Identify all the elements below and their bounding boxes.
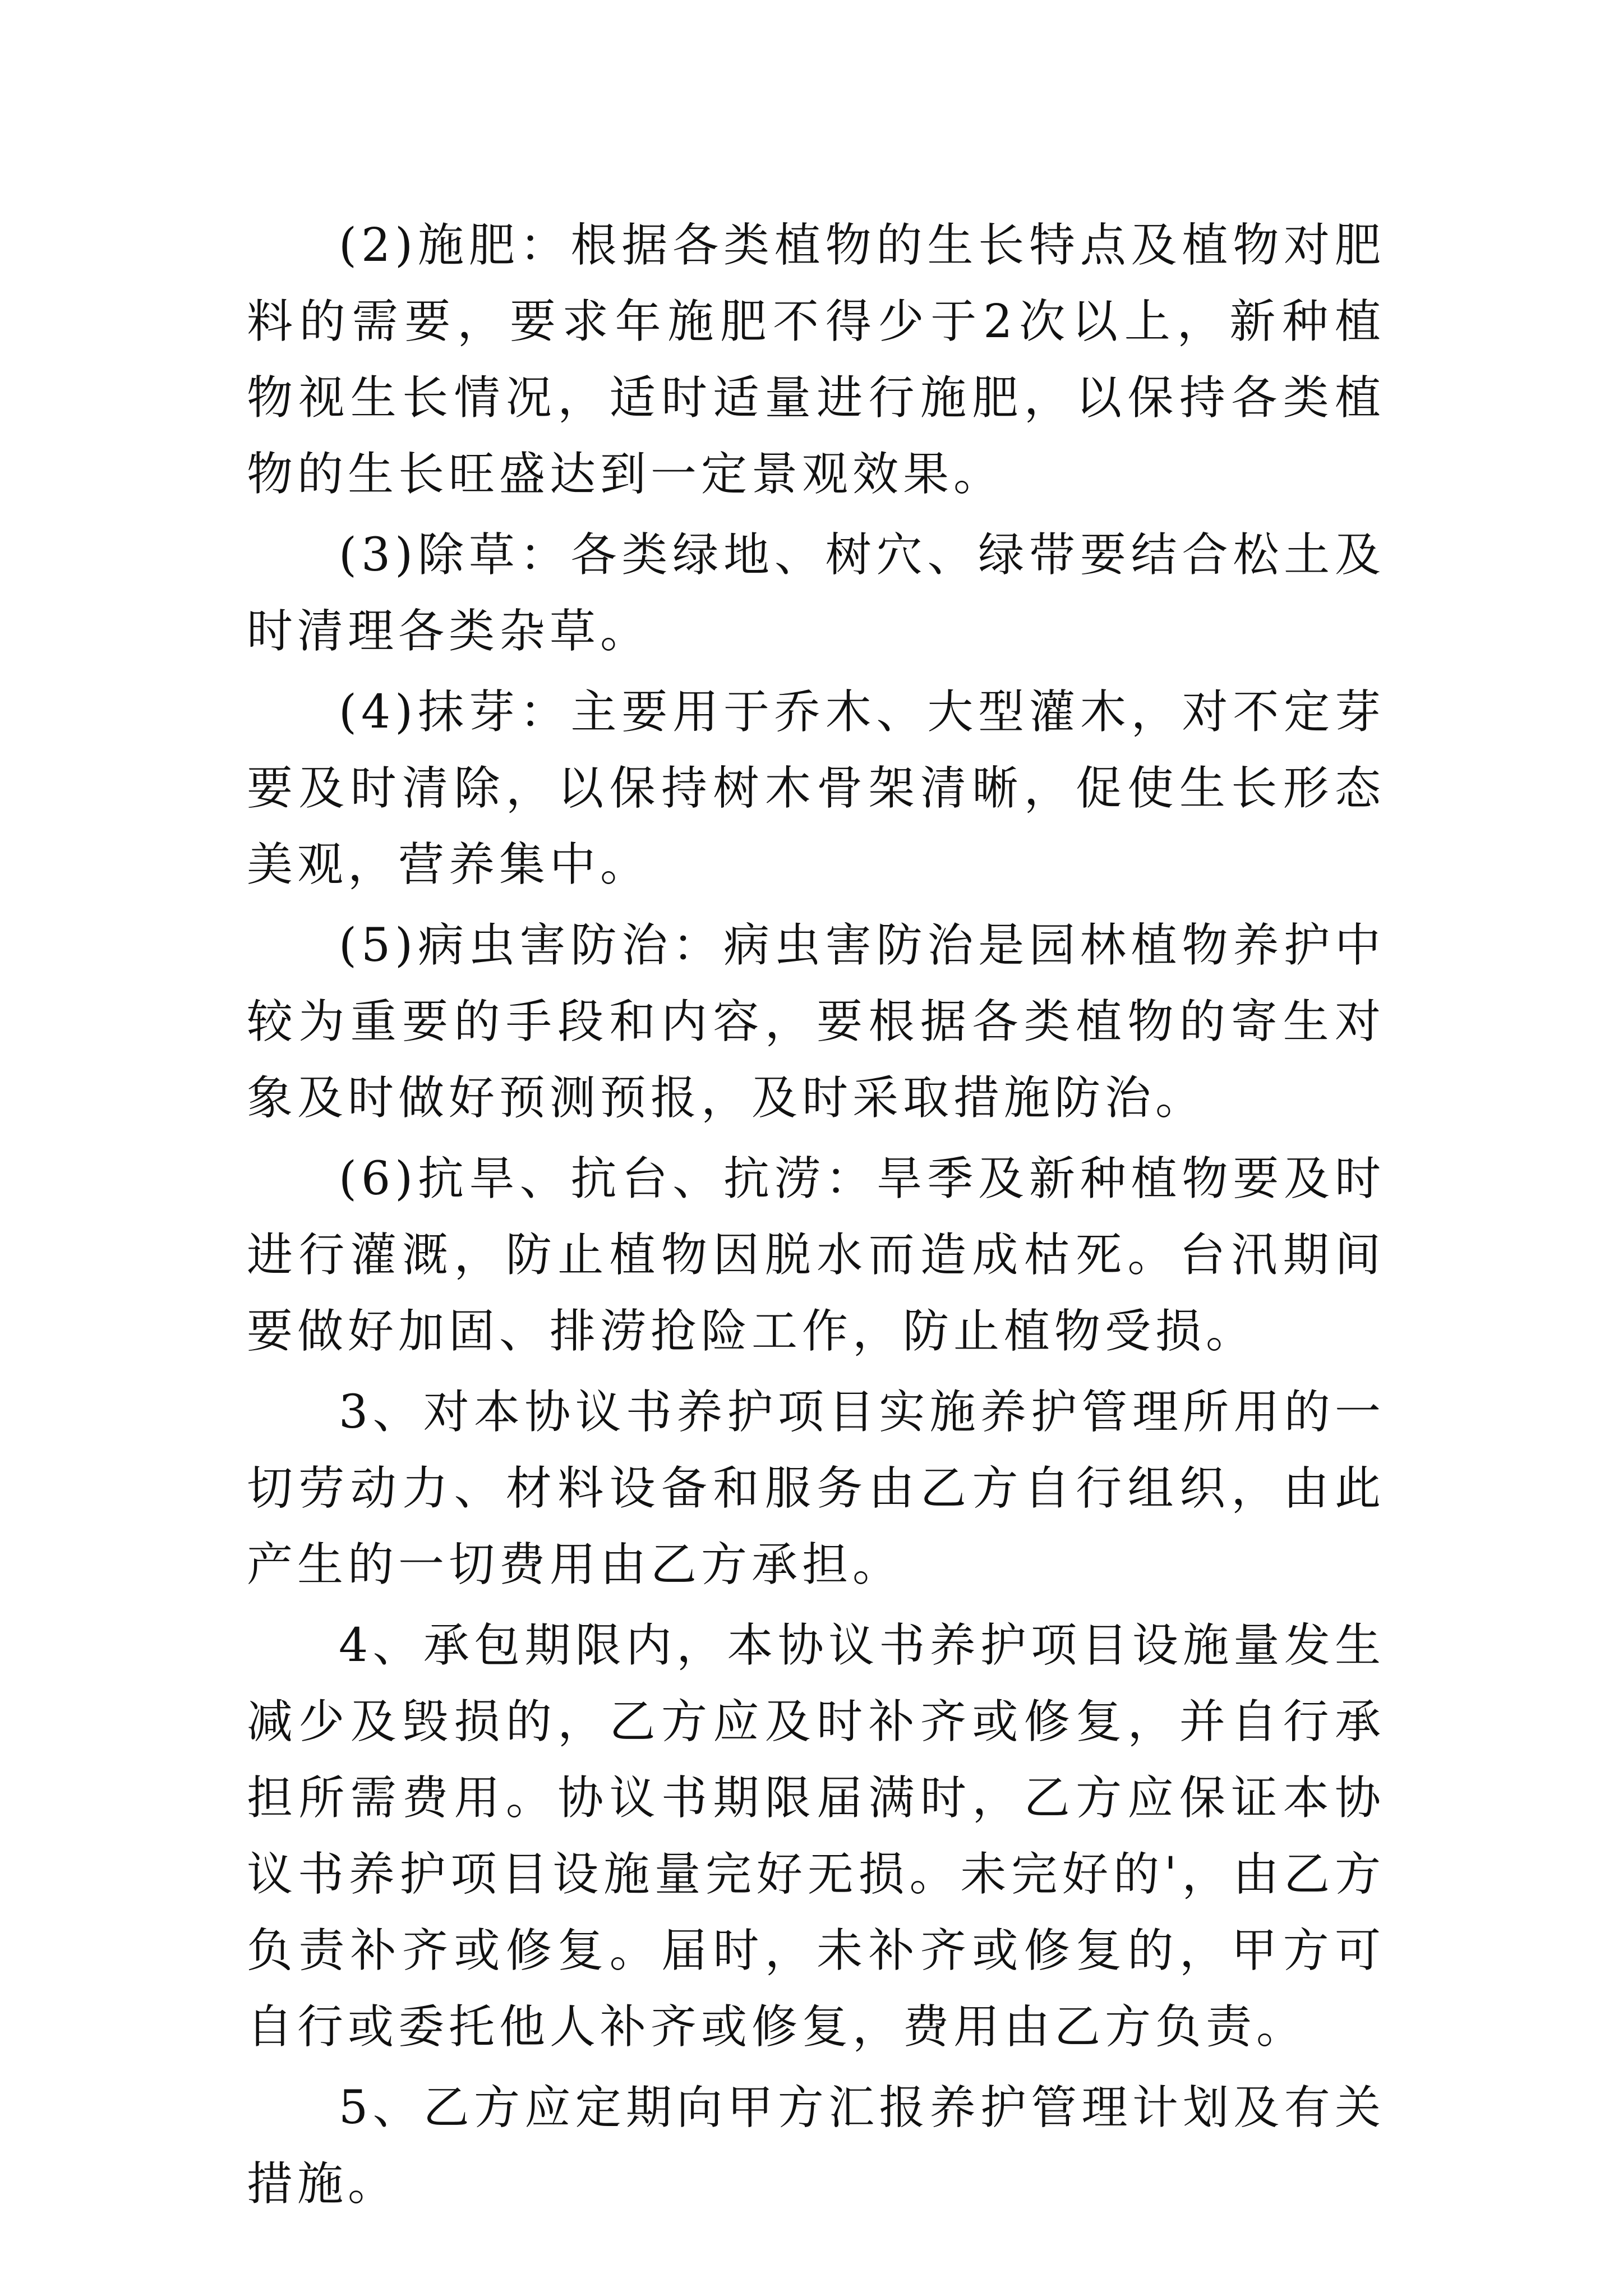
document-body bbox=[247, 208, 1385, 2227]
paragraph-drought-typhoon-flood: (6)抗旱、抗台、抗涝：旱季及新种植物要及时进行灌溉，防止植物因脱水而造成枯死。台汛期间要做好加固、排涝抢险工作，防止植物受损。 bbox=[247, 1152, 1385, 1358]
paragraph-bud-removal: (4)抹芽：主要用于乔木、大型灌木，对不定芽要及时清除，以保持树木骨架清晰，促使生长形态美观，营养集中。 bbox=[247, 685, 1385, 891]
paragraph-pest-control: (5)病虫害防治：病虫害防治是园林植物养护中较为重要的手段和内容，要根据各类植物的寄生对象及时做好预测预报，及时采取措施防治。 bbox=[247, 919, 1385, 1125]
paragraph-weeding: (3)除草：各类绿地、树穴、绿带要结合松土及时清理各类杂草。 bbox=[247, 528, 1385, 658]
paragraph-clause-3: 3、对本协议书养护项目实施养护管理所用的一切劳动力、材料设备和服务由乙方自行组织，由此产生的一切费用由乙方承担。 bbox=[247, 1386, 1385, 1591]
paragraph-clause-5: 5、乙方应定期向甲方汇报养护管理计划及有关措施。 bbox=[247, 2081, 1385, 2211]
paragraph-clause-4: 4、承包期限内，本协议书养护项目设施量发生减少及毁损的，乙方应及时补齐或修复，并自行承担所需费用。协议书期限届满时，乙方应保证本协议书养护项目设施量完好无损。未完好的'，由乙方负责补齐或修复。届时，未补齐或修复的，甲方可自行或委托他人补齐或修复，费用由乙方负责。 bbox=[247, 1619, 1385, 2054]
paragraph-fertilizing: (2)施肥：根据各类植物的生长特点及植物对肥料的需要，要求年施肥不得少于2次以上，新种植物视生长情况，适时适量进行施肥，以保持各类植物的生长旺盛达到一定景观效果。 bbox=[247, 219, 1385, 501]
